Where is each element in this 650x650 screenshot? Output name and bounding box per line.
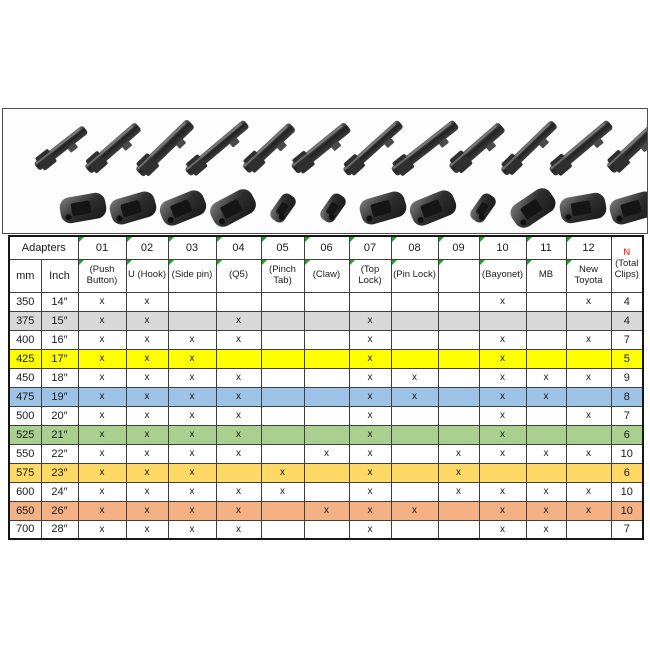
total-cell: 9 <box>611 368 643 387</box>
table-row <box>9 520 643 539</box>
mark-cell: x <box>479 292 526 311</box>
mark-cell <box>261 292 304 311</box>
column-label-header-11: MB <box>526 259 566 292</box>
mark-cell: x <box>391 368 438 387</box>
mark-cell: x <box>349 463 391 482</box>
total-cell: 6 <box>611 463 643 482</box>
table-row <box>9 311 643 330</box>
column-number-header-04: 04 <box>216 236 261 259</box>
mark-cell: x <box>78 444 126 463</box>
mark-cell <box>261 311 304 330</box>
mark-cell: x <box>479 425 526 444</box>
wiper-connector-image <box>586 111 648 190</box>
inch-cell: 19″ <box>41 387 78 406</box>
mark-cell: x <box>526 520 566 539</box>
inch-cell: 14″ <box>41 292 78 311</box>
mark-cell: x <box>126 368 168 387</box>
mark-cell: x <box>168 406 216 425</box>
mark-cell <box>438 330 479 349</box>
mark-cell <box>349 292 391 311</box>
table-row <box>9 482 643 501</box>
mark-cell: x <box>78 520 126 539</box>
mark-cell <box>261 501 304 520</box>
comment-indicator-icon <box>169 260 174 265</box>
mark-cell: x <box>126 349 168 368</box>
mark-cell <box>438 501 479 520</box>
mm-cell: 425 <box>9 349 41 368</box>
mark-cell: x <box>216 330 261 349</box>
header-row-labels <box>9 259 643 292</box>
mark-cell <box>261 368 304 387</box>
mark-cell <box>479 311 526 330</box>
mark-cell <box>261 387 304 406</box>
mark-cell <box>168 292 216 311</box>
mark-cell <box>566 387 611 406</box>
mm-cell: 525 <box>9 425 41 444</box>
mark-cell: x <box>168 463 216 482</box>
mark-cell: x <box>78 387 126 406</box>
total-cell: 4 <box>611 292 643 311</box>
comment-indicator-icon <box>527 237 532 242</box>
mark-cell: x <box>216 368 261 387</box>
mm-cell: 650 <box>9 501 41 520</box>
mm-cell: 400 <box>9 330 41 349</box>
comment-indicator-icon <box>567 260 572 265</box>
comment-indicator-icon <box>392 260 397 265</box>
comment-indicator-icon <box>79 237 84 242</box>
column-label-header-01: (Push Button) <box>78 259 126 292</box>
mark-cell <box>261 444 304 463</box>
mark-cell: x <box>261 463 304 482</box>
inch-cell: 23″ <box>41 463 78 482</box>
mark-cell <box>261 330 304 349</box>
mark-cell: x <box>349 368 391 387</box>
comment-indicator-icon <box>439 260 444 265</box>
mark-cell: x <box>78 292 126 311</box>
mark-cell: x <box>126 520 168 539</box>
mark-cell: x <box>168 501 216 520</box>
column-number-header-07: 07 <box>349 236 391 259</box>
mark-cell <box>391 349 438 368</box>
total-cell: 5 <box>611 349 643 368</box>
mm-cell: 500 <box>9 406 41 425</box>
inch-cell: 26″ <box>41 501 78 520</box>
total-cell: 4 <box>611 311 643 330</box>
table-wrapper <box>8 235 644 540</box>
mark-cell: x <box>349 349 391 368</box>
mark-cell: x <box>479 444 526 463</box>
mark-cell <box>391 292 438 311</box>
inch-cell: 17″ <box>41 349 78 368</box>
comment-indicator-icon <box>262 260 267 265</box>
table-row <box>9 463 643 482</box>
column-number-header-03: 03 <box>168 236 216 259</box>
inch-cell: 28″ <box>41 520 78 539</box>
mark-cell: x <box>78 368 126 387</box>
mark-cell: x <box>126 387 168 406</box>
mark-cell: x <box>479 349 526 368</box>
total-header-n: N <box>623 246 631 258</box>
total-cell: 10 <box>611 501 643 520</box>
mark-cell <box>566 463 611 482</box>
mm-cell: 700 <box>9 520 41 539</box>
mark-cell <box>304 292 349 311</box>
mark-cell: x <box>438 463 479 482</box>
mark-cell: x <box>78 463 126 482</box>
comment-indicator-icon <box>305 260 310 265</box>
column-label-header-03: (Side pin) <box>168 259 216 292</box>
inch-cell: 20″ <box>41 406 78 425</box>
mark-cell: x <box>526 501 566 520</box>
mark-cell: x <box>349 444 391 463</box>
column-number-header-02: 02 <box>126 236 168 259</box>
mark-cell <box>566 425 611 444</box>
comment-indicator-icon <box>567 237 572 242</box>
mark-cell <box>479 463 526 482</box>
mark-cell: x <box>78 330 126 349</box>
mark-cell: x <box>349 425 391 444</box>
mark-cell <box>438 368 479 387</box>
mark-cell: x <box>526 368 566 387</box>
mark-cell <box>438 292 479 311</box>
comment-indicator-icon <box>127 237 132 242</box>
comment-indicator-icon <box>480 237 485 242</box>
comment-indicator-icon <box>350 237 355 242</box>
mm-header: mm <box>9 259 41 292</box>
column-label-header-06: (Claw) <box>304 259 349 292</box>
total-cell: 7 <box>611 406 643 425</box>
comment-indicator-icon <box>305 237 310 242</box>
mark-cell <box>216 463 261 482</box>
table-row <box>9 406 643 425</box>
mark-cell: x <box>126 311 168 330</box>
column-label-header-09 <box>438 259 479 292</box>
mark-cell: x <box>78 349 126 368</box>
mark-cell: x <box>126 406 168 425</box>
mark-cell: x <box>479 482 526 501</box>
mark-cell <box>391 520 438 539</box>
mark-cell: x <box>126 463 168 482</box>
mm-cell: 575 <box>9 463 41 482</box>
table-row <box>9 425 643 444</box>
mark-cell: x <box>349 311 391 330</box>
mark-cell <box>304 425 349 444</box>
mark-cell: x <box>479 387 526 406</box>
mark-cell: x <box>168 444 216 463</box>
mark-cell: x <box>216 425 261 444</box>
mark-cell: x <box>216 311 261 330</box>
table-row <box>9 349 643 368</box>
mark-cell: x <box>126 330 168 349</box>
mark-cell: x <box>566 406 611 425</box>
mark-cell: x <box>479 368 526 387</box>
mark-cell <box>304 368 349 387</box>
column-number-header-10: 10 <box>479 236 526 259</box>
comment-indicator-icon <box>217 260 222 265</box>
mark-cell <box>304 330 349 349</box>
mark-cell: x <box>438 482 479 501</box>
mark-cell <box>438 387 479 406</box>
total-header: N (Total Clips) <box>611 236 643 292</box>
mark-cell <box>304 387 349 406</box>
mark-cell: x <box>526 387 566 406</box>
mark-cell <box>304 482 349 501</box>
inch-cell: 24″ <box>41 482 78 501</box>
column-label-header-02: U (Hook) <box>126 259 168 292</box>
mark-cell: x <box>168 349 216 368</box>
mark-cell <box>526 349 566 368</box>
comment-indicator-icon <box>217 237 222 242</box>
inch-cell: 18″ <box>41 368 78 387</box>
mark-cell: x <box>168 425 216 444</box>
mark-cell <box>526 406 566 425</box>
mark-cell <box>216 292 261 311</box>
mark-cell: x <box>78 482 126 501</box>
mark-cell: x <box>391 501 438 520</box>
column-label-header-04: (Q5) <box>216 259 261 292</box>
mark-cell <box>261 349 304 368</box>
total-cell: 7 <box>611 330 643 349</box>
adapters-header-cell: Adapters <box>9 236 78 259</box>
column-number-header-11: 11 <box>526 236 566 259</box>
mark-cell <box>391 444 438 463</box>
column-number-header-06: 06 <box>304 236 349 259</box>
mark-cell: x <box>526 444 566 463</box>
column-label-header-10: (Bayonet) <box>479 259 526 292</box>
table-row <box>9 387 643 406</box>
mark-cell: x <box>566 501 611 520</box>
comment-indicator-icon <box>169 237 174 242</box>
mark-cell: x <box>349 482 391 501</box>
mark-cell: x <box>126 425 168 444</box>
mark-cell: x <box>168 387 216 406</box>
mark-cell <box>526 330 566 349</box>
mark-cell <box>526 463 566 482</box>
mark-cell: x <box>349 330 391 349</box>
comment-indicator-icon <box>392 237 397 242</box>
mark-cell: x <box>78 406 126 425</box>
mark-cell: x <box>78 425 126 444</box>
total-cell: 6 <box>611 425 643 444</box>
mark-cell <box>566 520 611 539</box>
mark-cell: x <box>566 368 611 387</box>
mark-cell <box>566 349 611 368</box>
comment-indicator-icon <box>127 260 132 265</box>
comment-indicator-icon <box>480 260 485 265</box>
comment-indicator-icon <box>262 237 267 242</box>
mark-cell: x <box>126 482 168 501</box>
column-label-header-07: (Top Lock) <box>349 259 391 292</box>
table-row <box>9 292 643 311</box>
mark-cell <box>526 292 566 311</box>
product-gallery <box>2 108 648 234</box>
adapters-table <box>8 235 644 540</box>
mark-cell: x <box>78 501 126 520</box>
mark-cell: x <box>216 501 261 520</box>
table-row <box>9 368 643 387</box>
mark-cell <box>438 520 479 539</box>
mark-cell <box>526 425 566 444</box>
mm-cell: 600 <box>9 482 41 501</box>
mark-cell: x <box>216 482 261 501</box>
mark-cell: x <box>349 520 391 539</box>
inch-cell: 22″ <box>41 444 78 463</box>
total-cell: 10 <box>611 444 643 463</box>
comment-indicator-icon <box>79 260 84 265</box>
mark-cell <box>391 330 438 349</box>
mark-cell: x <box>566 292 611 311</box>
mark-cell: x <box>216 406 261 425</box>
mark-cell: x <box>304 444 349 463</box>
total-cell: 7 <box>611 520 643 539</box>
column-number-header-05: 05 <box>261 236 304 259</box>
mark-cell <box>438 349 479 368</box>
mark-cell <box>391 463 438 482</box>
mark-cell: x <box>126 444 168 463</box>
mark-cell <box>304 311 349 330</box>
mark-cell: x <box>261 482 304 501</box>
mark-cell: x <box>126 501 168 520</box>
mark-cell: x <box>349 501 391 520</box>
mm-cell: 450 <box>9 368 41 387</box>
mark-cell <box>391 311 438 330</box>
mark-cell: x <box>216 444 261 463</box>
mark-cell <box>391 425 438 444</box>
table-row <box>9 444 643 463</box>
column-number-header-09: 09 <box>438 236 479 259</box>
table-row <box>9 501 643 520</box>
mark-cell: x <box>566 444 611 463</box>
mark-cell: x <box>479 406 526 425</box>
mark-cell <box>391 482 438 501</box>
mark-cell <box>261 520 304 539</box>
mark-cell: x <box>479 520 526 539</box>
mark-cell: x <box>566 482 611 501</box>
mark-cell: x <box>479 501 526 520</box>
mark-cell <box>261 406 304 425</box>
mark-cell: x <box>168 368 216 387</box>
mm-cell: 375 <box>9 311 41 330</box>
inch-cell: 16″ <box>41 330 78 349</box>
header-row-adapters <box>9 236 643 259</box>
mark-cell <box>566 311 611 330</box>
mark-cell <box>438 425 479 444</box>
table-row <box>9 330 643 349</box>
mark-cell: x <box>168 330 216 349</box>
total-cell: 8 <box>611 387 643 406</box>
mark-cell: x <box>78 311 126 330</box>
mark-cell: x <box>526 482 566 501</box>
inch-cell: 15″ <box>41 311 78 330</box>
mark-cell <box>304 463 349 482</box>
comment-indicator-icon <box>527 260 532 265</box>
adapter-clip-image <box>597 183 648 234</box>
mark-cell <box>168 311 216 330</box>
mm-cell: 350 <box>9 292 41 311</box>
mark-cell <box>526 311 566 330</box>
column-number-header-01: 01 <box>78 236 126 259</box>
mark-cell: x <box>391 387 438 406</box>
mark-cell: x <box>349 406 391 425</box>
mark-cell <box>261 425 304 444</box>
mark-cell: x <box>168 520 216 539</box>
mark-cell: x <box>216 520 261 539</box>
inch-header: Inch <box>41 259 78 292</box>
inch-cell: 21″ <box>41 425 78 444</box>
mark-cell <box>391 406 438 425</box>
mark-cell: x <box>349 387 391 406</box>
mm-cell: 475 <box>9 387 41 406</box>
comment-indicator-icon <box>350 260 355 265</box>
mark-cell <box>304 349 349 368</box>
mark-cell: x <box>216 387 261 406</box>
mark-cell <box>438 311 479 330</box>
mark-cell: x <box>566 330 611 349</box>
mark-cell <box>216 349 261 368</box>
mark-cell: x <box>438 444 479 463</box>
mark-cell: x <box>304 501 349 520</box>
mark-cell <box>438 406 479 425</box>
column-number-header-12: 12 <box>566 236 611 259</box>
mm-cell: 550 <box>9 444 41 463</box>
mark-cell <box>304 406 349 425</box>
comment-indicator-icon <box>439 237 444 242</box>
mark-cell: x <box>168 482 216 501</box>
mark-cell: x <box>126 292 168 311</box>
mark-cell: x <box>479 330 526 349</box>
column-label-header-08: (Pin Lock) <box>391 259 438 292</box>
column-number-header-08: 08 <box>391 236 438 259</box>
mark-cell <box>304 520 349 539</box>
column-label-header-12: New Toyota <box>566 259 611 292</box>
total-cell: 10 <box>611 482 643 501</box>
column-label-header-05: (Pinch Tab) <box>261 259 304 292</box>
